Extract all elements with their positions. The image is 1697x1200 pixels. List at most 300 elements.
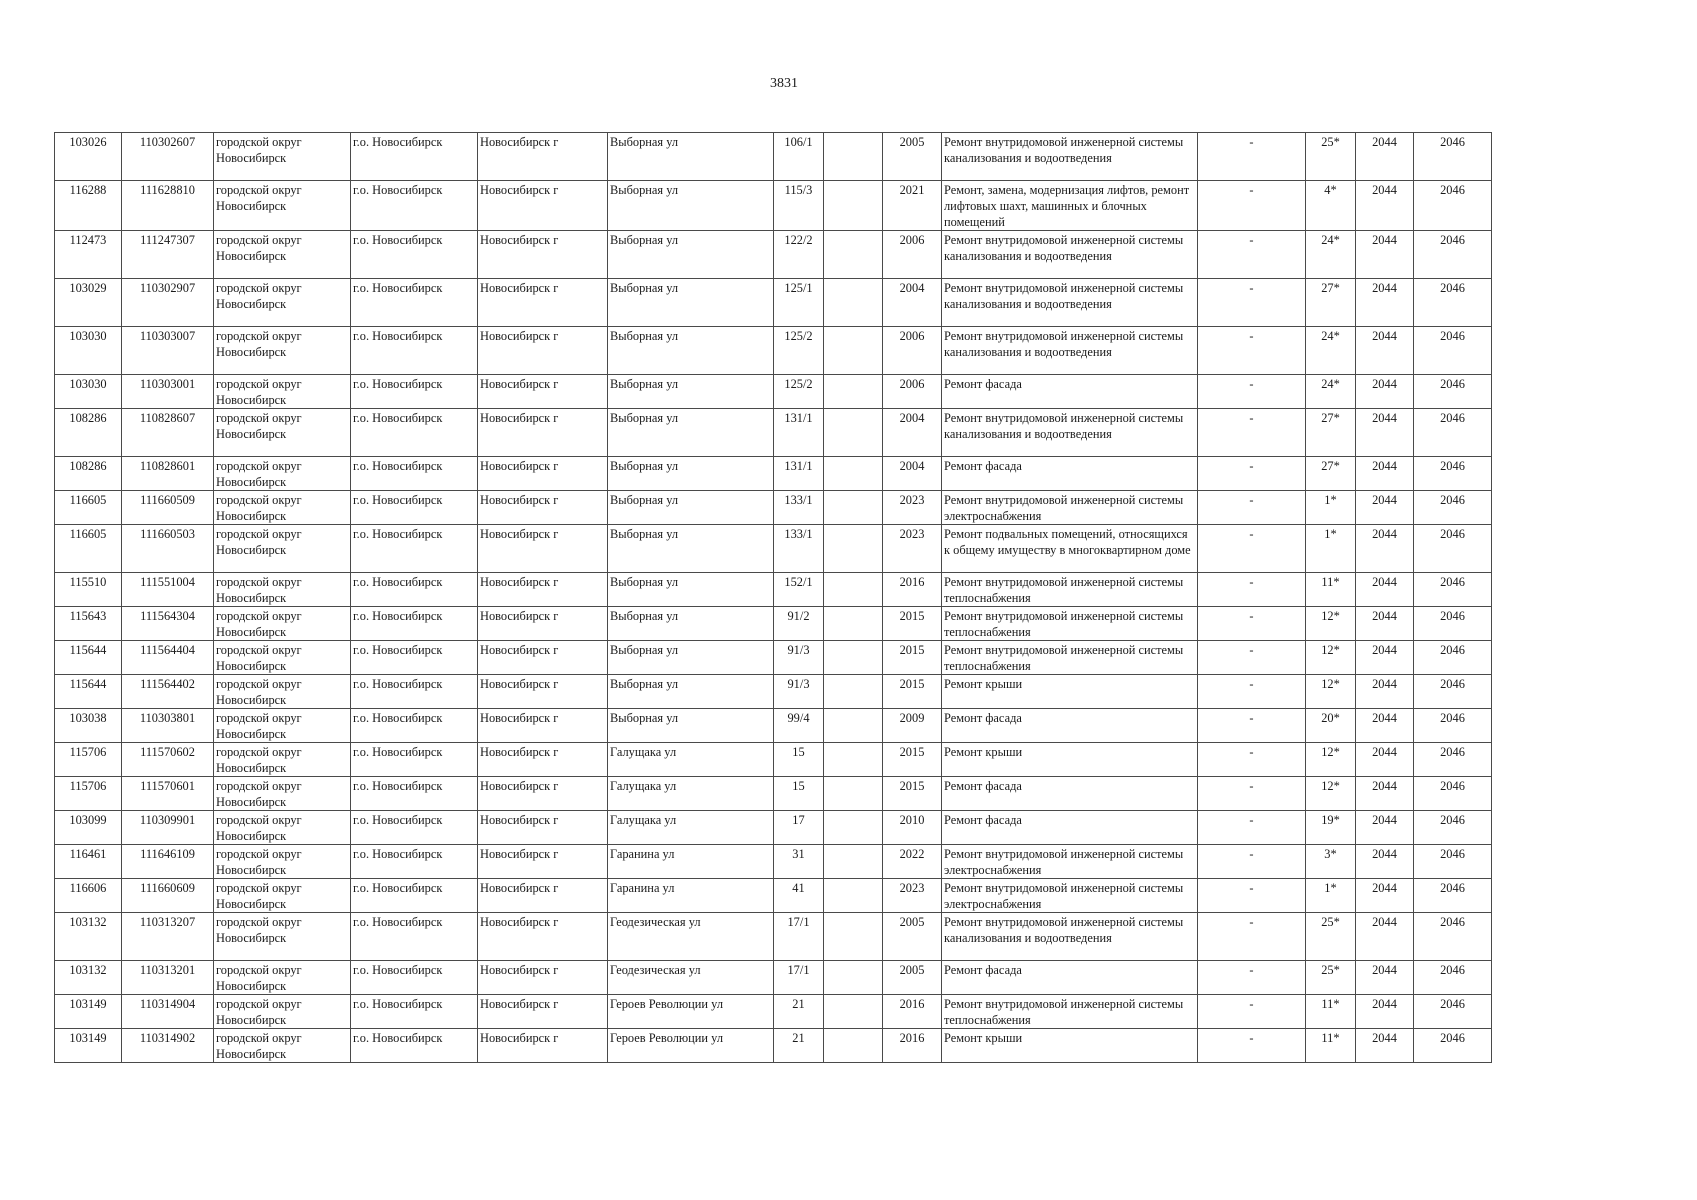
cell-district: г.о. Новосибирск [351,133,478,181]
cell-city: Новосибирск г [478,743,608,777]
cell-street: Выборная ул [608,327,774,375]
cell-dash: - [1198,743,1306,777]
cell-house: 41 [774,879,824,913]
cell-year: 2006 [883,375,942,409]
cell-street: Выборная ул [608,133,774,181]
cell-city: Новосибирск г [478,845,608,879]
cell-age: 24* [1306,327,1356,375]
cell-age: 11* [1306,1029,1356,1063]
cell-id: 103149 [55,995,122,1029]
cell-age: 27* [1306,279,1356,327]
cell-city: Новосибирск г [478,913,608,961]
cell-dash: - [1198,961,1306,995]
cell-municipality: городской округ Новосибирск [214,675,351,709]
cell-street: Гаранина ул [608,879,774,913]
cell-dash: - [1198,845,1306,879]
cell-city: Новосибирск г [478,709,608,743]
cell-code: 110828607 [122,409,214,457]
cell-start-year: 2044 [1356,181,1414,231]
cell-municipality: городской округ Новосибирск [214,573,351,607]
cell-city: Новосибирск г [478,457,608,491]
cell-start-year: 2044 [1356,133,1414,181]
cell-street: Выборная ул [608,573,774,607]
page-number: 3831 [770,76,798,91]
cell-city: Новосибирск г [478,279,608,327]
cell-start-year: 2044 [1356,777,1414,811]
cell-municipality: городской округ Новосибирск [214,409,351,457]
cell-district: г.о. Новосибирск [351,743,478,777]
cell-house: 91/2 [774,607,824,641]
cell-municipality: городской округ Новосибирск [214,641,351,675]
cell-dash: - [1198,1029,1306,1063]
cell-municipality: городской округ Новосибирск [214,709,351,743]
cell-city: Новосибирск г [478,811,608,845]
cell-work: Ремонт внутридомовой инженерной системы электроснабжения [942,491,1198,525]
table-row [55,457,1492,491]
cell-end-year: 2046 [1414,409,1492,457]
cell-end-year: 2046 [1414,133,1492,181]
cell-building [824,457,883,491]
cell-work: Ремонт подвальных помещений, относящихся к общему имуществу в многоквартирном доме [942,525,1198,573]
cell-work: Ремонт фасада [942,457,1198,491]
table-row [55,811,1492,845]
cell-end-year: 2046 [1414,995,1492,1029]
table-row [55,879,1492,913]
cell-municipality: городской округ Новосибирск [214,961,351,995]
cell-end-year: 2046 [1414,457,1492,491]
cell-street: Выборная ул [608,675,774,709]
cell-code: 111570602 [122,743,214,777]
cell-dash: - [1198,709,1306,743]
cell-street: Галущака ул [608,811,774,845]
cell-end-year: 2046 [1414,525,1492,573]
cell-city: Новосибирск г [478,675,608,709]
cell-building [824,231,883,279]
cell-start-year: 2044 [1356,491,1414,525]
cell-dash: - [1198,279,1306,327]
cell-house: 133/1 [774,491,824,525]
table-row [55,279,1492,327]
cell-code: 110314904 [122,995,214,1029]
cell-municipality: городской округ Новосибирск [214,811,351,845]
cell-building [824,913,883,961]
cell-city: Новосибирск г [478,961,608,995]
cell-street: Выборная ул [608,409,774,457]
cell-street: Выборная ул [608,279,774,327]
cell-municipality: городской округ Новосибирск [214,279,351,327]
table-row [55,913,1492,961]
cell-age: 11* [1306,573,1356,607]
cell-district: г.о. Новосибирск [351,641,478,675]
cell-house: 125/2 [774,375,824,409]
cell-age: 27* [1306,409,1356,457]
cell-house: 91/3 [774,675,824,709]
cell-building [824,641,883,675]
cell-work: Ремонт внутридомовой инженерной системы канализования и водоотведения [942,133,1198,181]
cell-street: Выборная ул [608,181,774,231]
cell-id: 103026 [55,133,122,181]
cell-end-year: 2046 [1414,327,1492,375]
cell-code: 110313201 [122,961,214,995]
table-row [55,641,1492,675]
cell-street: Выборная ул [608,491,774,525]
table-row [55,491,1492,525]
cell-year: 2023 [883,879,942,913]
cell-end-year: 2046 [1414,879,1492,913]
cell-work: Ремонт внутридомовой инженерной системы теплоснабжения [942,995,1198,1029]
cell-street: Геодезическая ул [608,961,774,995]
cell-city: Новосибирск г [478,573,608,607]
cell-start-year: 2044 [1356,961,1414,995]
cell-start-year: 2044 [1356,879,1414,913]
cell-year: 2004 [883,457,942,491]
cell-dash: - [1198,409,1306,457]
cell-building [824,879,883,913]
cell-age: 4* [1306,181,1356,231]
cell-street: Выборная ул [608,457,774,491]
cell-building [824,181,883,231]
cell-year: 2005 [883,961,942,995]
cell-house: 17/1 [774,961,824,995]
cell-age: 12* [1306,607,1356,641]
cell-start-year: 2044 [1356,375,1414,409]
table-row [55,777,1492,811]
cell-id: 115643 [55,607,122,641]
cell-municipality: городской округ Новосибирск [214,1029,351,1063]
cell-start-year: 2044 [1356,457,1414,491]
cell-building [824,573,883,607]
cell-municipality: городской округ Новосибирск [214,181,351,231]
cell-id: 116288 [55,181,122,231]
cell-dash: - [1198,995,1306,1029]
cell-start-year: 2044 [1356,327,1414,375]
cell-dash: - [1198,491,1306,525]
cell-district: г.о. Новосибирск [351,845,478,879]
cell-district: г.о. Новосибирск [351,327,478,375]
cell-start-year: 2044 [1356,279,1414,327]
cell-id: 116605 [55,525,122,573]
cell-district: г.о. Новосибирск [351,573,478,607]
cell-work: Ремонт крыши [942,675,1198,709]
cell-end-year: 2046 [1414,181,1492,231]
cell-house: 21 [774,995,824,1029]
cell-end-year: 2046 [1414,845,1492,879]
cell-year: 2004 [883,409,942,457]
cell-year: 2005 [883,133,942,181]
cell-house: 125/2 [774,327,824,375]
cell-age: 1* [1306,525,1356,573]
cell-street: Галущака ул [608,777,774,811]
cell-end-year: 2046 [1414,675,1492,709]
cell-dash: - [1198,375,1306,409]
cell-city: Новосибирск г [478,491,608,525]
cell-age: 25* [1306,133,1356,181]
cell-district: г.о. Новосибирск [351,375,478,409]
cell-house: 122/2 [774,231,824,279]
cell-code: 110302907 [122,279,214,327]
cell-district: г.о. Новосибирск [351,961,478,995]
cell-house: 99/4 [774,709,824,743]
cell-street: Галущака ул [608,743,774,777]
cell-end-year: 2046 [1414,375,1492,409]
cell-house: 131/1 [774,457,824,491]
cell-end-year: 2046 [1414,573,1492,607]
cell-id: 108286 [55,457,122,491]
table-row [55,675,1492,709]
table-row [55,607,1492,641]
cell-year: 2015 [883,675,942,709]
cell-district: г.о. Новосибирск [351,231,478,279]
cell-end-year: 2046 [1414,913,1492,961]
cell-building [824,327,883,375]
cell-house: 15 [774,777,824,811]
cell-house: 152/1 [774,573,824,607]
cell-work: Ремонт фасада [942,961,1198,995]
cell-age: 1* [1306,879,1356,913]
cell-end-year: 2046 [1414,811,1492,845]
cell-street: Выборная ул [608,709,774,743]
cell-code: 110309901 [122,811,214,845]
cell-street: Героев Революции ул [608,995,774,1029]
cell-age: 1* [1306,491,1356,525]
table-row [55,995,1492,1029]
cell-house: 115/3 [774,181,824,231]
cell-dash: - [1198,811,1306,845]
cell-end-year: 2046 [1414,231,1492,279]
cell-year: 2016 [883,1029,942,1063]
cell-municipality: городской округ Новосибирск [214,525,351,573]
cell-city: Новосибирск г [478,525,608,573]
cell-building [824,777,883,811]
cell-building [824,409,883,457]
cell-code: 111247307 [122,231,214,279]
cell-district: г.о. Новосибирск [351,607,478,641]
cell-code: 111628810 [122,181,214,231]
cell-code: 110314902 [122,1029,214,1063]
cell-end-year: 2046 [1414,777,1492,811]
cell-building [824,709,883,743]
table-row [55,743,1492,777]
cell-work: Ремонт фасада [942,811,1198,845]
cell-end-year: 2046 [1414,743,1492,777]
cell-municipality: городской округ Новосибирск [214,607,351,641]
cell-work: Ремонт внутридомовой инженерной системы канализования и водоотведения [942,327,1198,375]
cell-id: 103030 [55,327,122,375]
cell-year: 2015 [883,607,942,641]
cell-municipality: городской округ Новосибирск [214,913,351,961]
cell-district: г.о. Новосибирск [351,913,478,961]
cell-house: 125/1 [774,279,824,327]
cell-building [824,375,883,409]
cell-dash: - [1198,913,1306,961]
cell-year: 2016 [883,573,942,607]
cell-house: 106/1 [774,133,824,181]
table-row [55,573,1492,607]
cell-street: Героев Революции ул [608,1029,774,1063]
cell-city: Новосибирск г [478,995,608,1029]
cell-id: 115644 [55,641,122,675]
cell-code: 111646109 [122,845,214,879]
cell-city: Новосибирск г [478,777,608,811]
cell-city: Новосибирск г [478,375,608,409]
cell-year: 2006 [883,327,942,375]
cell-id: 103149 [55,1029,122,1063]
cell-city: Новосибирск г [478,231,608,279]
cell-id: 103132 [55,961,122,995]
cell-code: 111660509 [122,491,214,525]
cell-year: 2016 [883,995,942,1029]
cell-work: Ремонт внутридомовой инженерной системы электроснабжения [942,879,1198,913]
cell-age: 25* [1306,913,1356,961]
cell-end-year: 2046 [1414,961,1492,995]
cell-work: Ремонт крыши [942,1029,1198,1063]
cell-start-year: 2044 [1356,743,1414,777]
cell-building [824,995,883,1029]
registry-table [54,132,1492,1063]
cell-district: г.о. Новосибирск [351,709,478,743]
cell-building [824,961,883,995]
cell-building [824,811,883,845]
cell-year: 2010 [883,811,942,845]
cell-code: 111564402 [122,675,214,709]
cell-work: Ремонт фасада [942,709,1198,743]
cell-building [824,525,883,573]
cell-code: 110303001 [122,375,214,409]
cell-house: 17 [774,811,824,845]
cell-municipality: городской округ Новосибирск [214,777,351,811]
cell-start-year: 2044 [1356,525,1414,573]
cell-work: Ремонт фасада [942,777,1198,811]
cell-district: г.о. Новосибирск [351,279,478,327]
cell-municipality: городской округ Новосибирск [214,231,351,279]
cell-dash: - [1198,133,1306,181]
cell-start-year: 2044 [1356,1029,1414,1063]
table-row [55,409,1492,457]
cell-dash: - [1198,879,1306,913]
cell-age: 12* [1306,641,1356,675]
cell-district: г.о. Новосибирск [351,811,478,845]
cell-city: Новосибирск г [478,641,608,675]
cell-id: 115706 [55,743,122,777]
cell-dash: - [1198,641,1306,675]
cell-year: 2022 [883,845,942,879]
cell-id: 103132 [55,913,122,961]
cell-city: Новосибирск г [478,879,608,913]
cell-start-year: 2044 [1356,573,1414,607]
cell-building [824,607,883,641]
cell-dash: - [1198,777,1306,811]
cell-id: 116461 [55,845,122,879]
cell-code: 111551004 [122,573,214,607]
cell-work: Ремонт фасада [942,375,1198,409]
cell-code: 111564404 [122,641,214,675]
cell-year: 2004 [883,279,942,327]
cell-work: Ремонт внутридомовой инженерной системы канализования и водоотведения [942,409,1198,457]
cell-district: г.о. Новосибирск [351,409,478,457]
cell-start-year: 2044 [1356,811,1414,845]
cell-street: Выборная ул [608,231,774,279]
cell-id: 112473 [55,231,122,279]
cell-start-year: 2044 [1356,607,1414,641]
cell-code: 110303007 [122,327,214,375]
cell-work: Ремонт внутридомовой инженерной системы канализования и водоотведения [942,231,1198,279]
cell-age: 24* [1306,231,1356,279]
cell-age: 11* [1306,995,1356,1029]
cell-id: 108286 [55,409,122,457]
cell-city: Новосибирск г [478,409,608,457]
cell-age: 19* [1306,811,1356,845]
cell-building [824,279,883,327]
cell-dash: - [1198,327,1306,375]
cell-start-year: 2044 [1356,709,1414,743]
cell-city: Новосибирск г [478,1029,608,1063]
cell-id: 115510 [55,573,122,607]
cell-dash: - [1198,607,1306,641]
cell-id: 115644 [55,675,122,709]
cell-dash: - [1198,573,1306,607]
cell-end-year: 2046 [1414,491,1492,525]
cell-house: 31 [774,845,824,879]
cell-start-year: 2044 [1356,913,1414,961]
cell-code: 111660503 [122,525,214,573]
cell-house: 21 [774,1029,824,1063]
cell-municipality: городской округ Новосибирск [214,845,351,879]
cell-end-year: 2046 [1414,641,1492,675]
table-row [55,961,1492,995]
cell-year: 2023 [883,525,942,573]
cell-id: 115706 [55,777,122,811]
cell-id: 103029 [55,279,122,327]
cell-street: Гаранина ул [608,845,774,879]
cell-city: Новосибирск г [478,327,608,375]
cell-id: 116605 [55,491,122,525]
cell-age: 24* [1306,375,1356,409]
cell-age: 27* [1306,457,1356,491]
cell-start-year: 2044 [1356,845,1414,879]
cell-start-year: 2044 [1356,409,1414,457]
table-row [55,1029,1492,1063]
cell-start-year: 2044 [1356,675,1414,709]
cell-end-year: 2046 [1414,607,1492,641]
cell-district: г.о. Новосибирск [351,675,478,709]
cell-district: г.о. Новосибирск [351,457,478,491]
cell-end-year: 2046 [1414,1029,1492,1063]
cell-municipality: городской округ Новосибирск [214,457,351,491]
cell-year: 2023 [883,491,942,525]
cell-work: Ремонт внутридомовой инженерной системы канализования и водоотведения [942,279,1198,327]
table-row [55,375,1492,409]
table-row [55,231,1492,279]
cell-street: Выборная ул [608,525,774,573]
cell-year: 2006 [883,231,942,279]
cell-municipality: городской округ Новосибирск [214,133,351,181]
cell-year: 2021 [883,181,942,231]
cell-district: г.о. Новосибирск [351,491,478,525]
cell-building [824,845,883,879]
cell-code: 110313207 [122,913,214,961]
cell-code: 110302607 [122,133,214,181]
table-row [55,181,1492,231]
cell-year: 2015 [883,743,942,777]
table-row [55,845,1492,879]
cell-year: 2005 [883,913,942,961]
cell-dash: - [1198,231,1306,279]
cell-district: г.о. Новосибирск [351,525,478,573]
table-row [55,525,1492,573]
cell-municipality: городской округ Новосибирск [214,375,351,409]
cell-street: Выборная ул [608,641,774,675]
cell-house: 17/1 [774,913,824,961]
